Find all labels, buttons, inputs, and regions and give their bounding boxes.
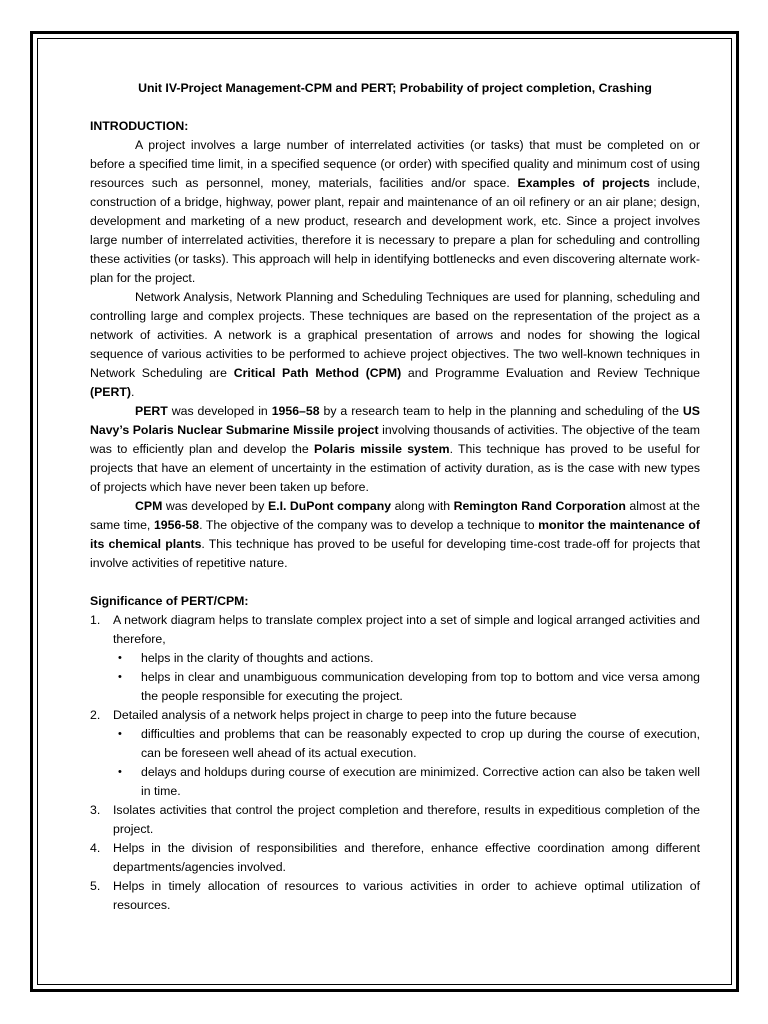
- list-item-text: A network diagram helps to translate complex project into a set of simple and logical arranged activities and therefore,: [113, 613, 700, 646]
- bullet-icon: •: [118, 671, 122, 683]
- list-number: 1.: [90, 613, 101, 627]
- list-number: 2.: [90, 708, 101, 722]
- list-item-text: Detailed analysis of a network helps project in charge to peep into the future because: [113, 708, 577, 722]
- intro-paragraph-1: A project involves a large number of interrelated activities (or tasks) that must be completed on or before a specified time limit, in a specified sequence (or order) with specified quality and minimum cost of using resources such as personnel, money, materials, facilities and/or space. Examples of projects include, construction of a bridge, highway, power plant, repair and maintenance of an oil refinery or an air plane; design, development and marketing of a new product, research and development work, etc. Since a project involves large number of interrelated activities, therefore it is necessary to prepare a plan for scheduling and controlling these activities (or tasks). This approach will help in identifying bottlenecks and even discovering alternate work-plan for the project.: [90, 138, 700, 285]
- bullet-icon: •: [118, 766, 122, 778]
- list-number: 5.: [90, 879, 101, 893]
- intro-paragraph-cpm: CPM was developed by E.I. DuPont company along with Remington Rand Corporation almost at the same time, 1956-58. The objective of the company was to develop a technique to monitor the maintenance of its chemical plants. This technique has proved to be useful for developing time-cost trade-off for projects that involve activities of repetitive nature.: [90, 499, 700, 570]
- bullet-item: • helps in the clarity of thoughts and actions.: [113, 649, 700, 668]
- significance-list: [90, 611, 700, 915]
- list-item: [90, 801, 700, 839]
- document-body: [90, 79, 700, 915]
- bullet-icon: •: [118, 652, 122, 664]
- intro-paragraph-2: Network Analysis, Network Planning and Scheduling Techniques are used for planning, scheduling and controlling large and complex projects. These techniques are based on the representation of the project as a network of activities. A network is a graphical presentation of arrows and nodes for showing the logical sequence of various activities to be performed to achieve project objectives. The two well-known techniques in Network Scheduling are Critical Path Method (CPM) and Programme Evaluation and Review Technique (PERT).: [90, 290, 700, 399]
- page-title: Unit IV-Project Management-CPM and PERT; Probability of project completion, Crashing: [138, 81, 652, 95]
- sub-bullet-list: [113, 649, 700, 706]
- list-item: [90, 706, 700, 801]
- list-number: 4.: [90, 841, 101, 855]
- list-item: [90, 839, 700, 877]
- bullet-icon: •: [118, 728, 122, 740]
- sub-bullet-list: [113, 725, 700, 801]
- list-item-text: Isolates activities that control the project completion and therefore, results in expeditious completion of the project.: [113, 803, 700, 836]
- list-item: [90, 611, 700, 706]
- list-item-text: Helps in the division of responsibilities and therefore, enhance effective coordination among different departments/agencies involved.: [113, 841, 700, 874]
- introduction-heading: INTRODUCTION:: [90, 119, 189, 133]
- list-item-text: Helps in timely allocation of resources to various activities in order to achieve optimal utilization of resources.: [113, 879, 700, 912]
- bullet-item: • difficulties and problems that can be reasonably expected to crop up during the course of execution, can be foreseen well ahead of its actual execution.: [118, 727, 700, 760]
- list-item: [90, 877, 700, 915]
- significance-heading: Significance of PERT/CPM:: [90, 594, 249, 608]
- intro-paragraph-pert: PERT was developed in 1956–58 by a research team to help in the planning and scheduling of the US Navy’s Polaris Nuclear Submarine Missile project involving thousands of activities. The objective of the team was to efficiently plan and develop the Polaris missile system. This technique has proved to be useful for projects that have an element of uncertainty in the estimation of activity duration, as is the case with new types of projects which have never been taken up before.: [90, 404, 700, 494]
- bullet-item: • delays and holdups during course of execution are minimized. Corrective action can also be taken well in time.: [118, 765, 700, 798]
- list-number: 3.: [90, 803, 101, 817]
- bullet-item: • helps in clear and unambiguous communication developing from top to bottom and vice versa among the people responsible for executing the project.: [118, 670, 700, 703]
- section-gap: [90, 573, 700, 592]
